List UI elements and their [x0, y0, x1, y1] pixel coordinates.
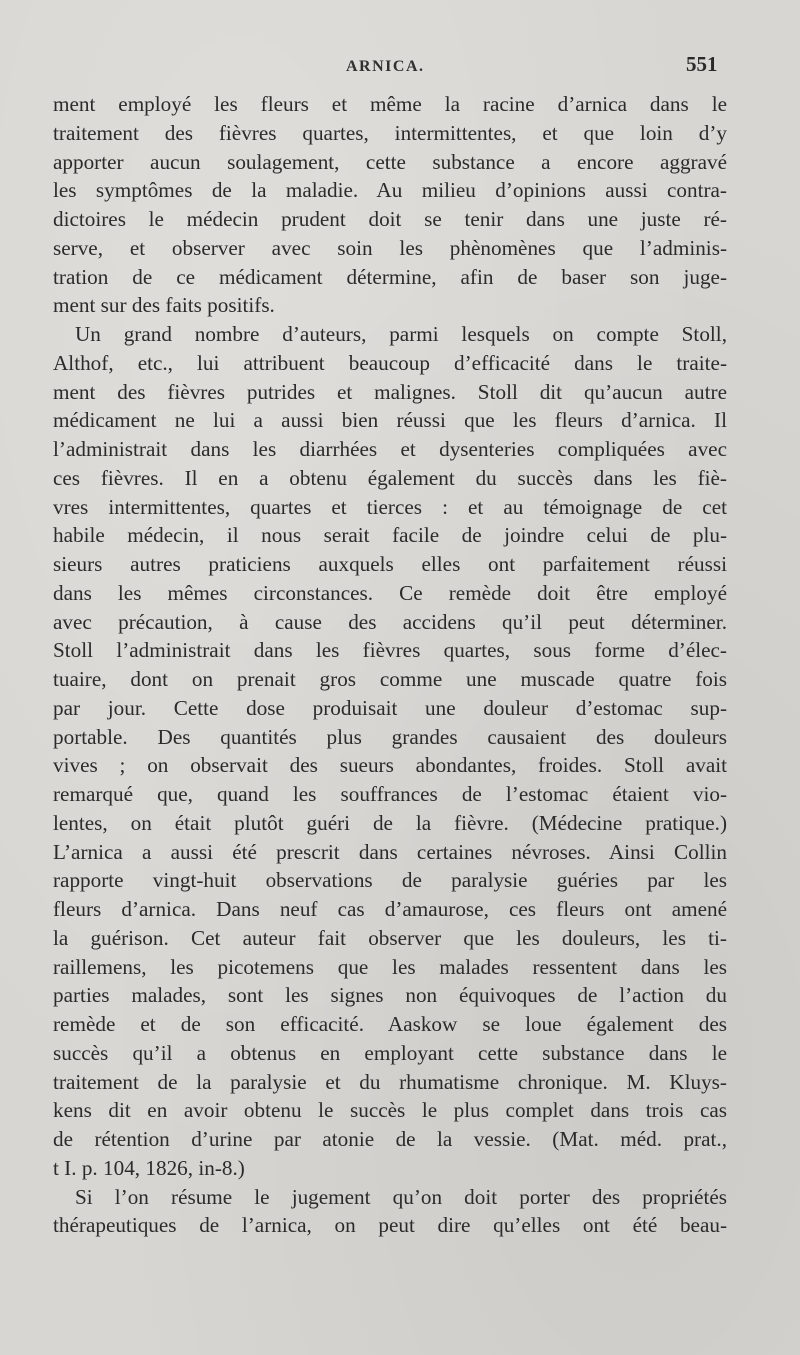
text-line: parties malades, sont les signes non équivoques de l’action du	[53, 983, 727, 1008]
body-text	[53, 90, 727, 1240]
text-line: Althof, etc., lui attribuent beaucoup d’efficacité dans le traite-	[53, 350, 727, 375]
text-line: la guérison. Cet auteur fait observer que les douleurs, les ti-	[53, 925, 727, 950]
text-line: portable. Des quantités plus grandes causaient des douleurs	[53, 724, 727, 749]
text-line: lentes, on était plutôt guéri de la fièvre. (Médecine pratique.)	[53, 810, 727, 835]
text-line: apporter aucun soulagement, cette substance a encore aggravé	[53, 149, 727, 174]
running-head	[0, 52, 800, 82]
text-line: l’administrait dans les diarrhées et dysenteries compliquées avec	[53, 437, 727, 461]
text-line: les symptômes de la maladie. Au milieu d’opinions aussi contra-	[53, 178, 727, 203]
text-line: Un grand nombre d’auteurs, parmi lesquels on compte Stoll,	[75, 322, 727, 346]
text-line: sieurs autres praticiens auxquels elles ont parfaitement réussi	[53, 552, 727, 576]
text-line: ment des fièvres putrides et malignes. Stoll dit qu’aucun autre	[53, 379, 727, 404]
running-title: ARNICA.	[346, 58, 425, 75]
text-line: dictoires le médecin prudent doit se tenir dans une juste ré-	[53, 207, 727, 231]
text-line: avec précaution, à cause des accidens qu’il peut déterminer.	[53, 609, 727, 634]
text-line: ces fièvres. Il en a obtenu également du succès dans les fiè-	[53, 465, 727, 490]
text-line: de rétention d’urine par atonie de la vessie. (Mat. méd. prat.,	[53, 1127, 727, 1151]
page-number: 551	[686, 52, 718, 76]
text-line: serve, et observer avec soin les phènomènes que l’adminis-	[53, 235, 727, 260]
text-line: t I. p. 104, 1826, in-8.)	[53, 1155, 245, 1180]
text-line: tration de ce médicament détermine, afin de baser son juge-	[53, 264, 727, 289]
text-line: fleurs d’arnica. Dans neuf cas d’amaurose, ces fleurs ont amené	[53, 897, 727, 921]
text-line: dans les mêmes circonstances. Ce remède doit être employé	[53, 580, 727, 605]
text-line: Si l’on résume le jugement qu’on doit porter des propriétés	[75, 1184, 727, 1209]
text-line: ment employé les fleurs et même la racine d’arnica dans le	[53, 92, 727, 116]
text-line: succès qu’il a obtenus en employant cette substance dans le	[53, 1040, 727, 1065]
text-line: L’arnica a aussi été prescrit dans certaines névroses. Ainsi Collin	[53, 839, 727, 864]
text-line: médicament ne lui a aussi bien réussi que les fleurs d’arnica. Il	[53, 408, 727, 433]
text-line: Stoll l’administrait dans les fièvres quartes, sous forme d’élec-	[53, 638, 727, 663]
text-line: traitement de la paralysie et du rhumatisme chronique. M. Kluys-	[53, 1069, 727, 1094]
text-line: kens dit en avoir obtenu le succès le plus complet dans trois cas	[53, 1098, 727, 1123]
text-line: vives ; on observait des sueurs abondantes, froides. Stoll avait	[53, 753, 727, 778]
text-line: raillemens, les picotemens que les malades ressentent dans les	[53, 954, 727, 979]
text-line: traitement des fièvres quartes, intermittentes, et que loin d’y	[53, 120, 727, 145]
text-line: thérapeutiques de l’arnica, on peut dire qu’elles ont été beau-	[53, 1213, 727, 1238]
text-line: habile médecin, il nous serait facile de joindre celui de plu-	[53, 523, 727, 548]
text-line: rapporte vingt-huit observations de paralysie guéries par les	[53, 868, 727, 893]
text-line: vres intermittentes, quartes et tierces : et au témoignage de cet	[53, 494, 727, 519]
text-line: tuaire, dont on prenait gros comme une muscade quatre fois	[53, 667, 727, 691]
text-line: ment sur des faits positifs.	[53, 293, 275, 318]
text-line: remède et de son efficacité. Aaskow se loue également des	[53, 1012, 727, 1036]
text-line: remarqué que, quand les souffrances de l’estomac étaient vio-	[53, 782, 727, 806]
text-line: par jour. Cette dose produisait une douleur d’estomac sup-	[53, 695, 727, 720]
